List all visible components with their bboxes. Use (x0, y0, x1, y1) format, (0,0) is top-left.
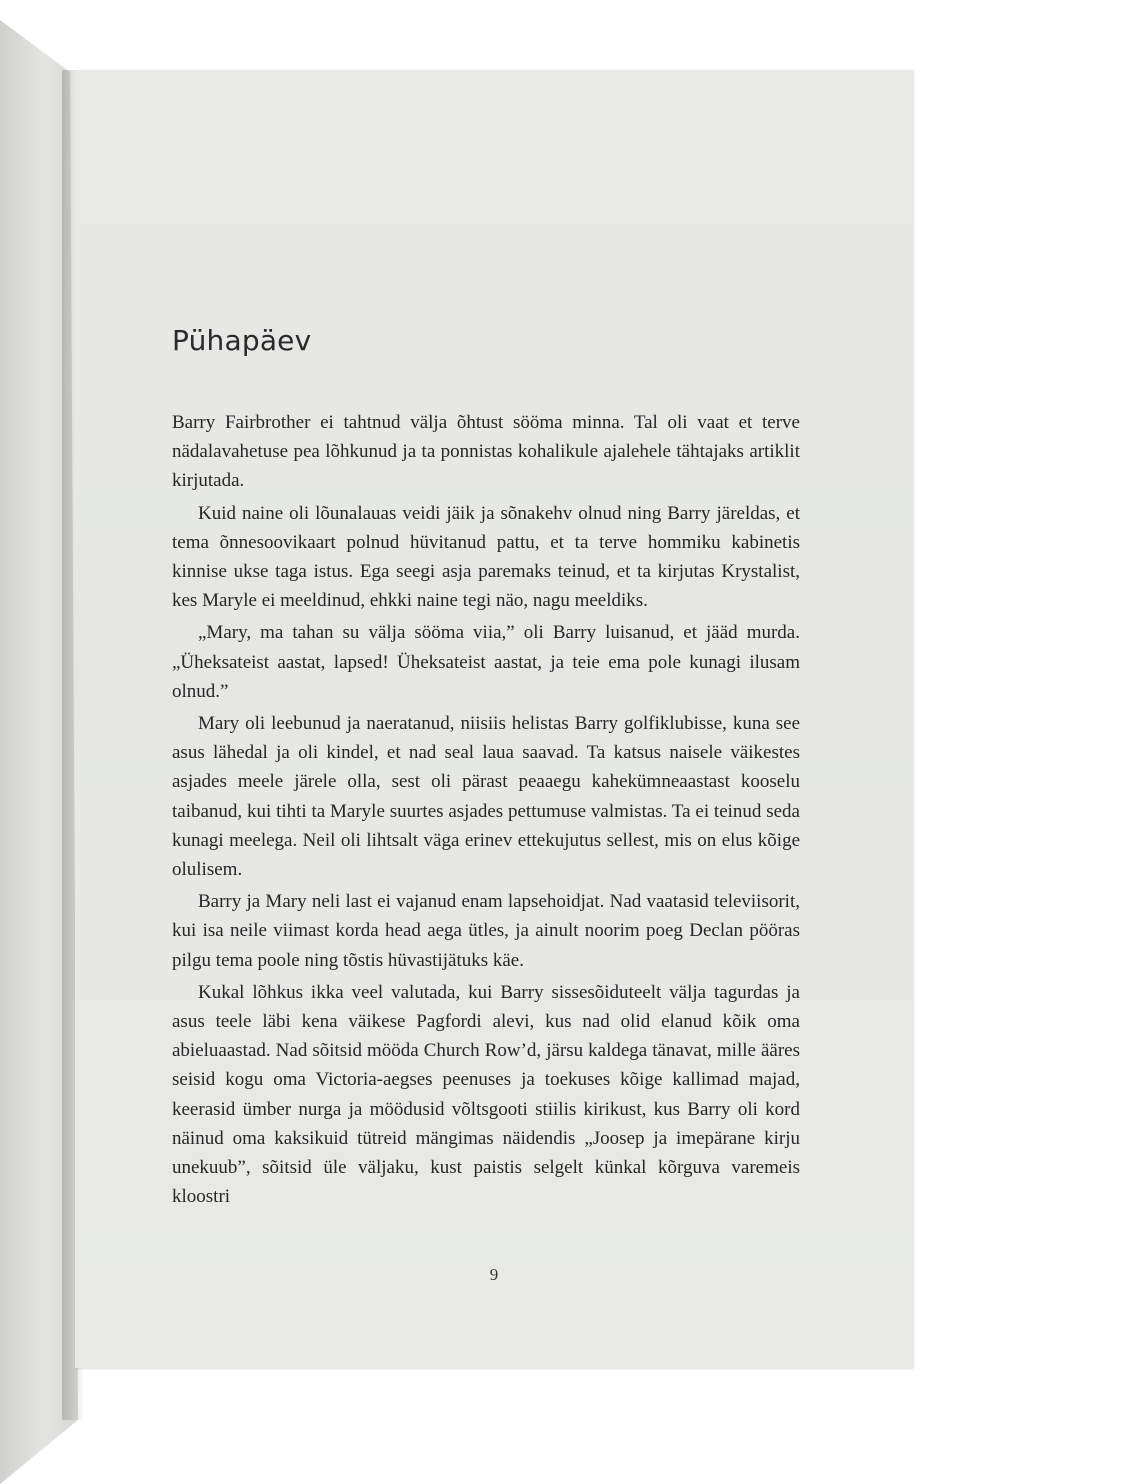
paragraph: „Mary, ma tahan su välja sööma viia,” oli Barry luisanud, et jääd murda. „Üheksateist aastat, lapsed! Üheksateist aastat, ja teie ema pole kunagi ilusam olnud.” (172, 622, 800, 702)
paragraph: Kukal lõhkus ikka veel valutada, kui Barry sissesõiduteelt välja tagurdas ja asus teele läbi kena väikese Pagfordi alevi, kus nad olid elanud kõik oma abieluaastad. Nad sõitsid mööda Church Row’d, järsu kaldega tänavat, mille ääres seisid kogu oma Victoria-aegses peenuses ja toekuses kõige kallimad majad, keerasid ümber nurga ja möödusid võltsgooti stiilis kirikust, kus Barry oli kord näinud oma kaksikuid tütreid mängimas näidendis „Joosep ja imepärane kirju unekuub”, sõitsid üle väljaku, kust paistis selgelt künkal kõrguva varemeis kloostri (172, 981, 800, 1208)
book-page (75, 70, 913, 1368)
chapter-title: Pühapäev (172, 324, 312, 357)
paragraph: Kuid naine oli lõunalauas veidi jäik ja sõnakehv olnud ning Barry järeldas, et tema õnnesoovikaart polnud hüvitanud pattu, et ta terve hommiku kabinetis kinnise ukse taga istus. Ega seegi asja paremaks teinud, et ta kirjutas Krystalist, kes Maryle ei meeldinud, ehkki naine tegi näo, nagu meeldiks. (172, 502, 800, 612)
paragraph: Mary oli leebunud ja naeratanud, niisiis helistas Barry golfiklubisse, kuna see asus lähedal ja oli kindel, et nad seal laua saavad. Ta katsus naisele väikestes asjades meele järele olla, sest oli pärast peaaegu kahekümneaastast kooselu taibanud, kui tihti ta Maryle suurtes asjades pettumuse valmistas. Ta ei teinud seda kunagi meelega. Neil oli lihtsalt väga erinev ettekujutus sellest, mis on elus kõige olulisem. (172, 713, 800, 881)
chapter-body (172, 408, 800, 1214)
page-number: 9 (489, 1265, 499, 1284)
paragraph: Barry Fairbrother ei tahtnud välja õhtust sööma minna. Tal oli vaat et terve nädalavahetuse pea lõhkunud ja ta ponnistas kohalikule ajalehele tähtajaks artiklit kirjutada. (172, 412, 800, 492)
paragraph: Barry ja Mary neli last ei vajanud enam lapsehoidjat. Nad vaatasid televiisorit, kui isa neile viimast korda head aega ütles, ja ainult noorim poeg Declan pööras pilgu tema poole ning tõstis hüvastijätuks käe. (172, 891, 800, 971)
